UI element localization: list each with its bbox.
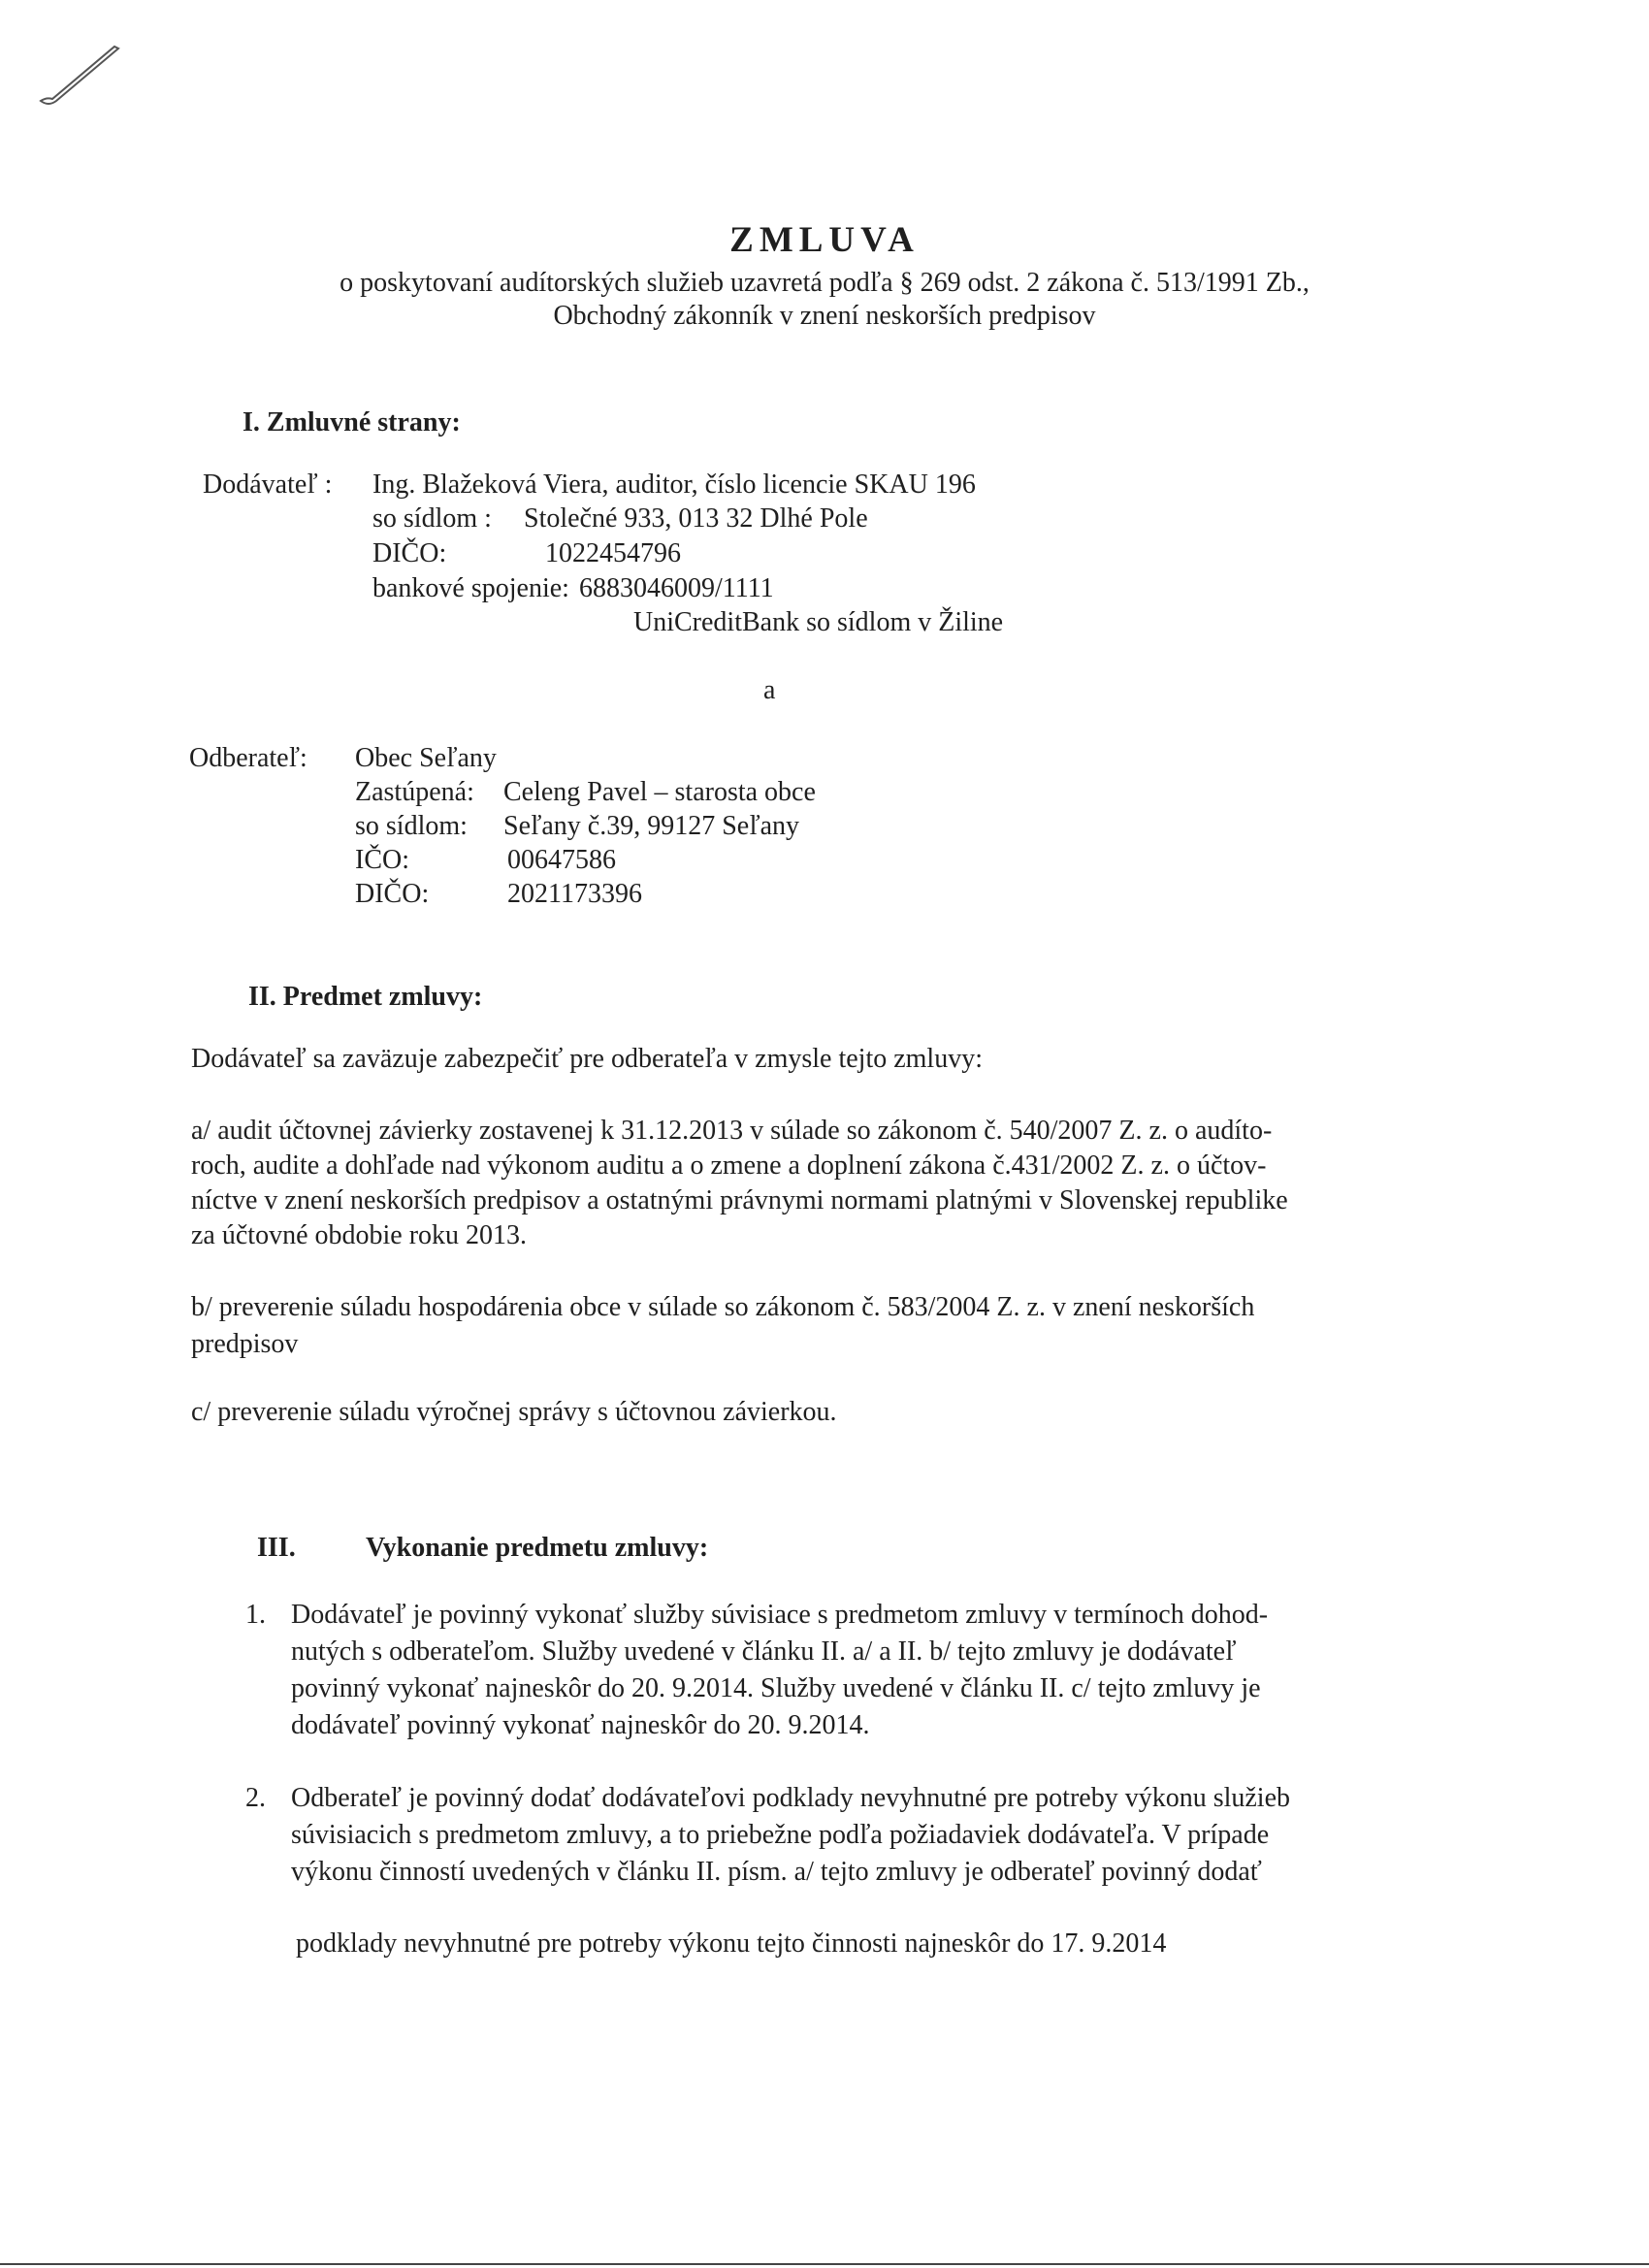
customer-ico-value: 00647586 <box>507 845 616 875</box>
paragraph-1-line: nutých s odberateľom. Služby uvedené v článku II. a/ a II. b/ tejto zmluvy je dodávateľ <box>291 1636 1237 1667</box>
supplier-bank-label: bankové spojenie: <box>372 573 569 603</box>
customer-name: Obec Seľany <box>355 743 497 773</box>
customer-dic-value: 2021173396 <box>507 879 642 909</box>
supplier-dic-label: DIČO: <box>372 538 447 568</box>
item-b-line: b/ preverenie súladu hospodárenia obce v súlade so zákonom č. 583/2004 Z. z. v znení neskorších <box>191 1292 1255 1322</box>
customer-seat-label: so sídlom: <box>355 811 468 841</box>
item-b-line: predpisov <box>191 1329 299 1359</box>
section-1-heading: I. Zmluvné strany: <box>242 407 461 437</box>
paragraph-2-continuation: podklady nevyhnutné pre potreby výkonu tejto činnosti najneskôr do 17. 9.2014 <box>296 1928 1167 1959</box>
customer-seat-value: Seľany č.39, 99127 Seľany <box>503 811 800 841</box>
supplier-bank-account: 6883046009/1111 <box>579 573 774 603</box>
section-2-heading: II. Predmet zmluvy: <box>248 982 483 1012</box>
item-a-line: roch, audite a dohľade nad výkonom auditu a o zmene a doplnení zákona č.431/2002 Z. z. o účtov- <box>191 1150 1267 1181</box>
document-subtitle-line1: o poskytovaní audítorských služieb uzavretá podľa § 269 odst. 2 zákona č. 513/1991 Zb., <box>340 268 1310 298</box>
supplier-name: Ing. Blažeková Viera, auditor, číslo licencie SKAU 196 <box>372 470 976 500</box>
pen-stroke-mark <box>37 41 124 109</box>
supplier-dic-value: 1022454796 <box>545 538 681 568</box>
parties-connector: a <box>763 675 776 705</box>
section-2-intro: Dodávateľ sa zaväzuje zabezpečiť pre odberateľa v zmysle tejto zmluvy: <box>191 1044 983 1074</box>
customer-rep-value: Celeng Pavel – starosta obce <box>503 777 816 807</box>
section-3-number: III. <box>257 1533 296 1563</box>
item-a-line: a/ audit účtovnej závierky zostavenej k 31.12.2013 v súlade so zákonom č. 540/2007 Z. z. o audíto- <box>191 1116 1273 1146</box>
supplier-bank-name: UniCreditBank so sídlom v Žiline <box>633 607 1004 637</box>
document-subtitle-line2: Obchodný zákonník v znení neskorších predpisov <box>553 301 1096 331</box>
paragraph-2-line: súvisiacich s predmetom zmluvy, a to priebežne podľa požiadaviek dodávateľa. V prípade <box>291 1820 1270 1850</box>
supplier-seat-label: so sídlom : <box>372 503 492 534</box>
paragraph-1-number: 1. <box>245 1600 266 1630</box>
paragraph-2-line: Odberateľ je povinný dodať dodávateľovi podklady nevyhnutné pre potreby výkonu služieb <box>291 1783 1291 1813</box>
paragraph-2-number: 2. <box>245 1783 266 1813</box>
document-title: ZMLUVA <box>729 220 920 260</box>
supplier-seat-value: Stolečné 933, 013 32 Dlhé Pole <box>524 503 868 534</box>
paragraph-1-line: povinný vykonať najneskôr do 20. 9.2014. Služby uvedené v článku II. c/ tejto zmluvy je <box>291 1673 1261 1703</box>
paragraph-1-line: dodávateľ povinný vykonať najneskôr do 20. 9.2014. <box>291 1710 870 1740</box>
item-a-line: za účtovné obdobie roku 2013. <box>191 1220 528 1250</box>
scan-edge-line <box>0 2263 1649 2265</box>
paragraph-2-line: výkonu činností uvedených v článku II. písm. a/ tejto zmluvy je odberateľ povinný dodať <box>291 1857 1262 1887</box>
paragraph-1-line: Dodávateľ je povinný vykonať služby súvisiace s predmetom zmluvy v termínoch dohod- <box>291 1600 1269 1630</box>
supplier-label: Dodávateľ : <box>203 470 333 500</box>
section-3-heading: Vykonanie predmetu zmluvy: <box>366 1533 709 1563</box>
customer-ico-label: IČO: <box>355 845 409 875</box>
customer-dic-label: DIČO: <box>355 879 430 909</box>
item-c-line: c/ preverenie súladu výročnej správy s účtovnou závierkou. <box>191 1397 837 1427</box>
customer-label: Odberateľ: <box>189 743 307 773</box>
customer-rep-label: Zastúpená: <box>355 777 474 807</box>
item-a-line: níctve v znení neskorších predpisov a ostatnými právnymi normami platnými v Slovenskej republike <box>191 1185 1288 1215</box>
